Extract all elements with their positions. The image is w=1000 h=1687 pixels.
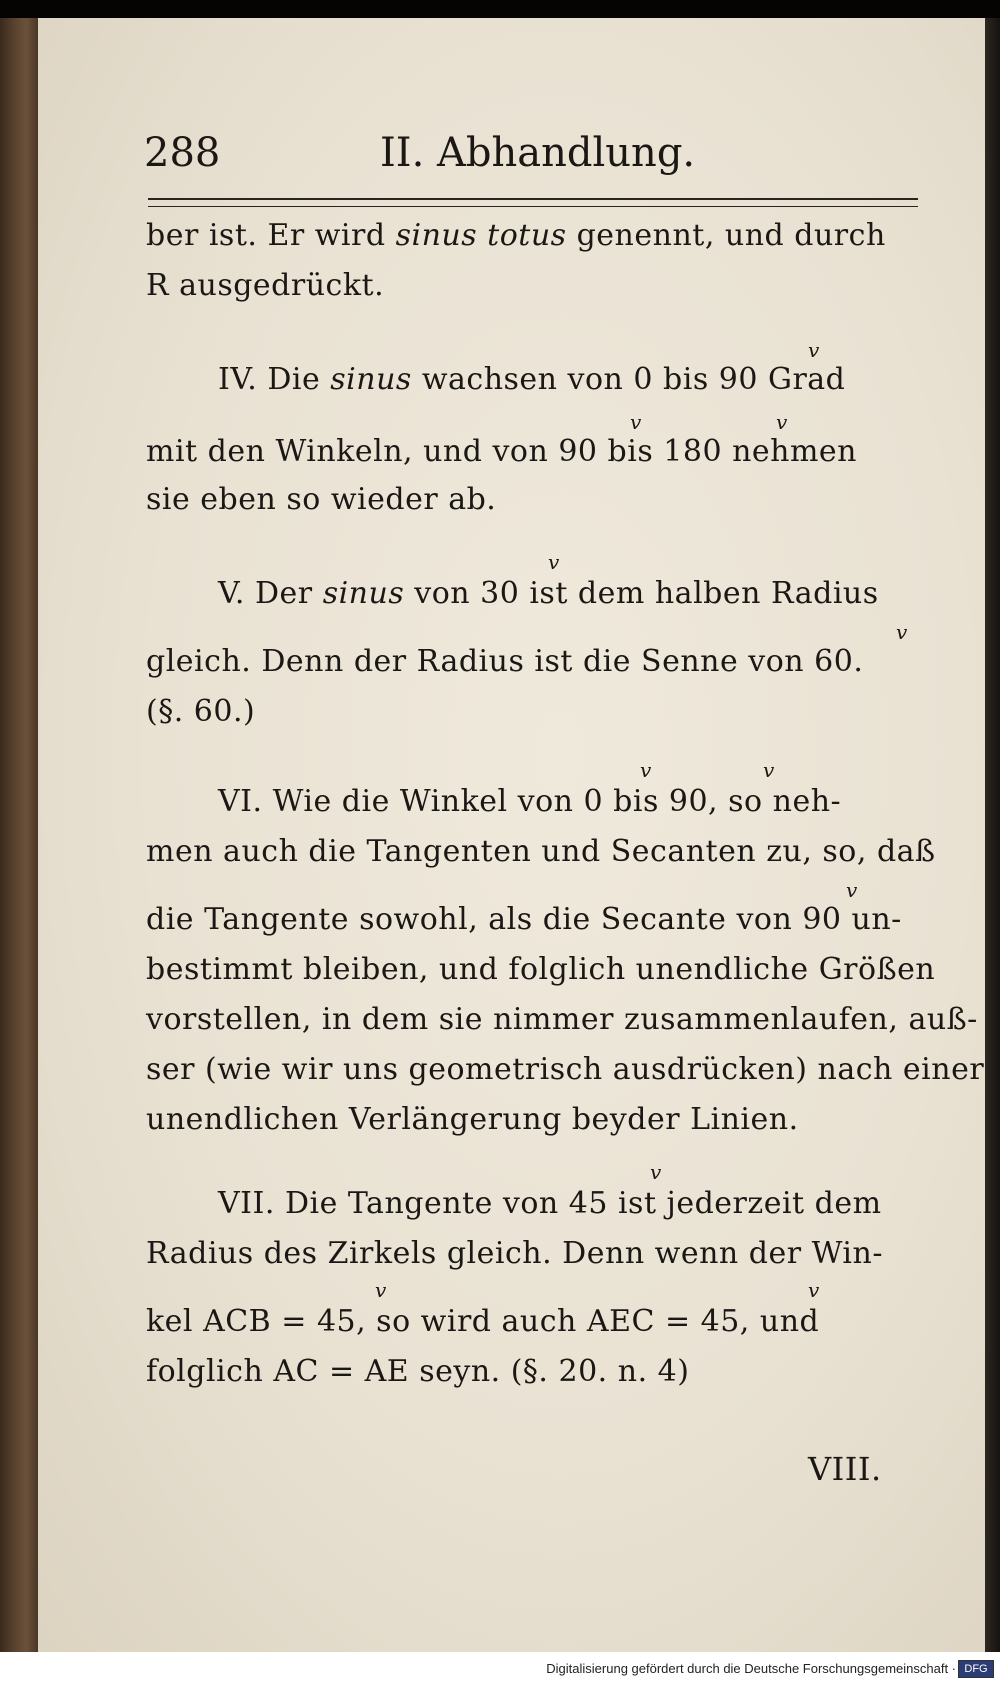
degree-mark: v [808,1278,820,1302]
text-line-6: V. Der sinus von 30 ist dem halben Radius [218,576,879,611]
page-number: 288 [144,130,221,176]
text-line-18: kel ACB = 45, so wird auch AEC = 45, und [146,1304,820,1339]
text-line-4: mit den Winkeln, und von 90 bis 180 nehmen [146,434,857,469]
text-line-14: ser (wie wir uns geometrisch ausdrücken) nach einer [146,1052,985,1087]
degree-mark: v [375,1278,387,1302]
degree-mark: v [896,620,908,644]
degree-mark: v [808,338,820,362]
dfg-logo: DFG [958,1660,994,1678]
text-line-12: bestimmt bleiben, und folglich unendliche Größen [146,952,936,987]
text-line-3: IV. Die sinus wachsen von 0 bis 90 Grad [218,362,846,397]
text-line-15: unendlichen Verlängerung beyder Linien. [146,1102,799,1137]
degree-mark: v [763,758,775,782]
degree-mark: v [650,1160,662,1184]
degree-mark: v [548,550,560,574]
page-edge [985,18,1000,1652]
text-line-5: sie eben so wieder ab. [146,482,497,517]
degree-mark: v [630,410,642,434]
text-line-13: vorstellen, in dem sie nimmer zusammenlaufen, auß- [146,1002,978,1037]
catchword: VIII. [808,1450,882,1488]
text-line-9: VI. Wie die Winkel von 0 bis 90, so neh- [218,784,842,819]
text-line-17: Radius des Zirkels gleich. Denn wenn der Win- [146,1236,883,1271]
text-line-11: die Tangente sowohl, als die Secante von 90 un- [146,902,902,937]
text-line-1: ber ist. Er wird sinus totus genennt, und durch [146,218,886,253]
text-line-10: men auch die Tangenten und Secanten zu, so, daß [146,834,936,869]
running-title: II. Abhandlung. [380,130,696,176]
text-line-7: gleich. Denn der Radius ist die Senne von 60. [146,644,864,679]
text-line-8: (§. 60.) [146,694,256,729]
degree-mark: v [846,878,858,902]
funding-credit: Digitalisierung gefördert durch die Deutsche Forschungsgemeinschaft · [546,1661,956,1676]
text-line-16: VII. Die Tangente von 45 ist jederzeit dem [218,1186,882,1221]
book-spine [0,18,38,1652]
text-line-2: R ausgedrückt. [146,268,385,303]
top-border [0,0,1000,18]
degree-mark: v [640,758,652,782]
text-line-19: folglich AC = AE seyn. (§. 20. n. 4) [146,1354,690,1389]
header-rule [148,198,918,207]
degree-mark: v [776,410,788,434]
